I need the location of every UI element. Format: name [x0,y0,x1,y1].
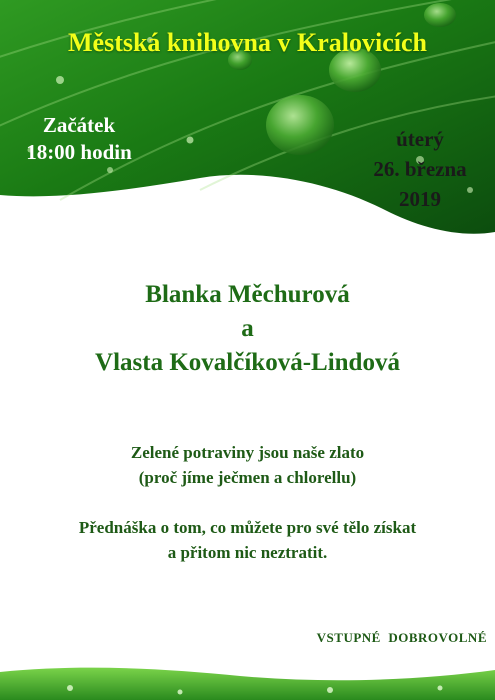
event-weekday: úterý [396,127,444,151]
start-label: Začátek [42,113,116,137]
event-day-month: 26. března [373,157,467,181]
start-hour: 18:00 hodin [26,140,132,164]
admission-note: VSTUPNÉ DOBROVOLNÉ [316,630,487,645]
library-title: Městská knihovna v Kralovicích [68,28,427,57]
talk-title [0,440,495,490]
talk-description [0,515,495,565]
speaker-2: Vlasta Kovalčíková-Lindová [95,349,400,376]
event-date [350,124,490,214]
speaker-1: Blanka Měchurová [145,281,350,308]
speaker-conjunction: a [241,315,254,342]
bottom-leaf-band [0,668,495,700]
event-year: 2019 [399,187,441,211]
talk-description-line-1: Přednáška o tom, co můžete pro své tělo získat [78,518,417,537]
talk-title-line-1: Zelené potraviny jsou naše zlato [130,443,365,462]
talk-description-line-2: a přitom nic neztratit. [167,543,328,562]
speakers [0,278,495,380]
talk-title-line-2: (proč jíme ječmen a chlorellu) [138,468,357,487]
start-time [14,112,144,166]
